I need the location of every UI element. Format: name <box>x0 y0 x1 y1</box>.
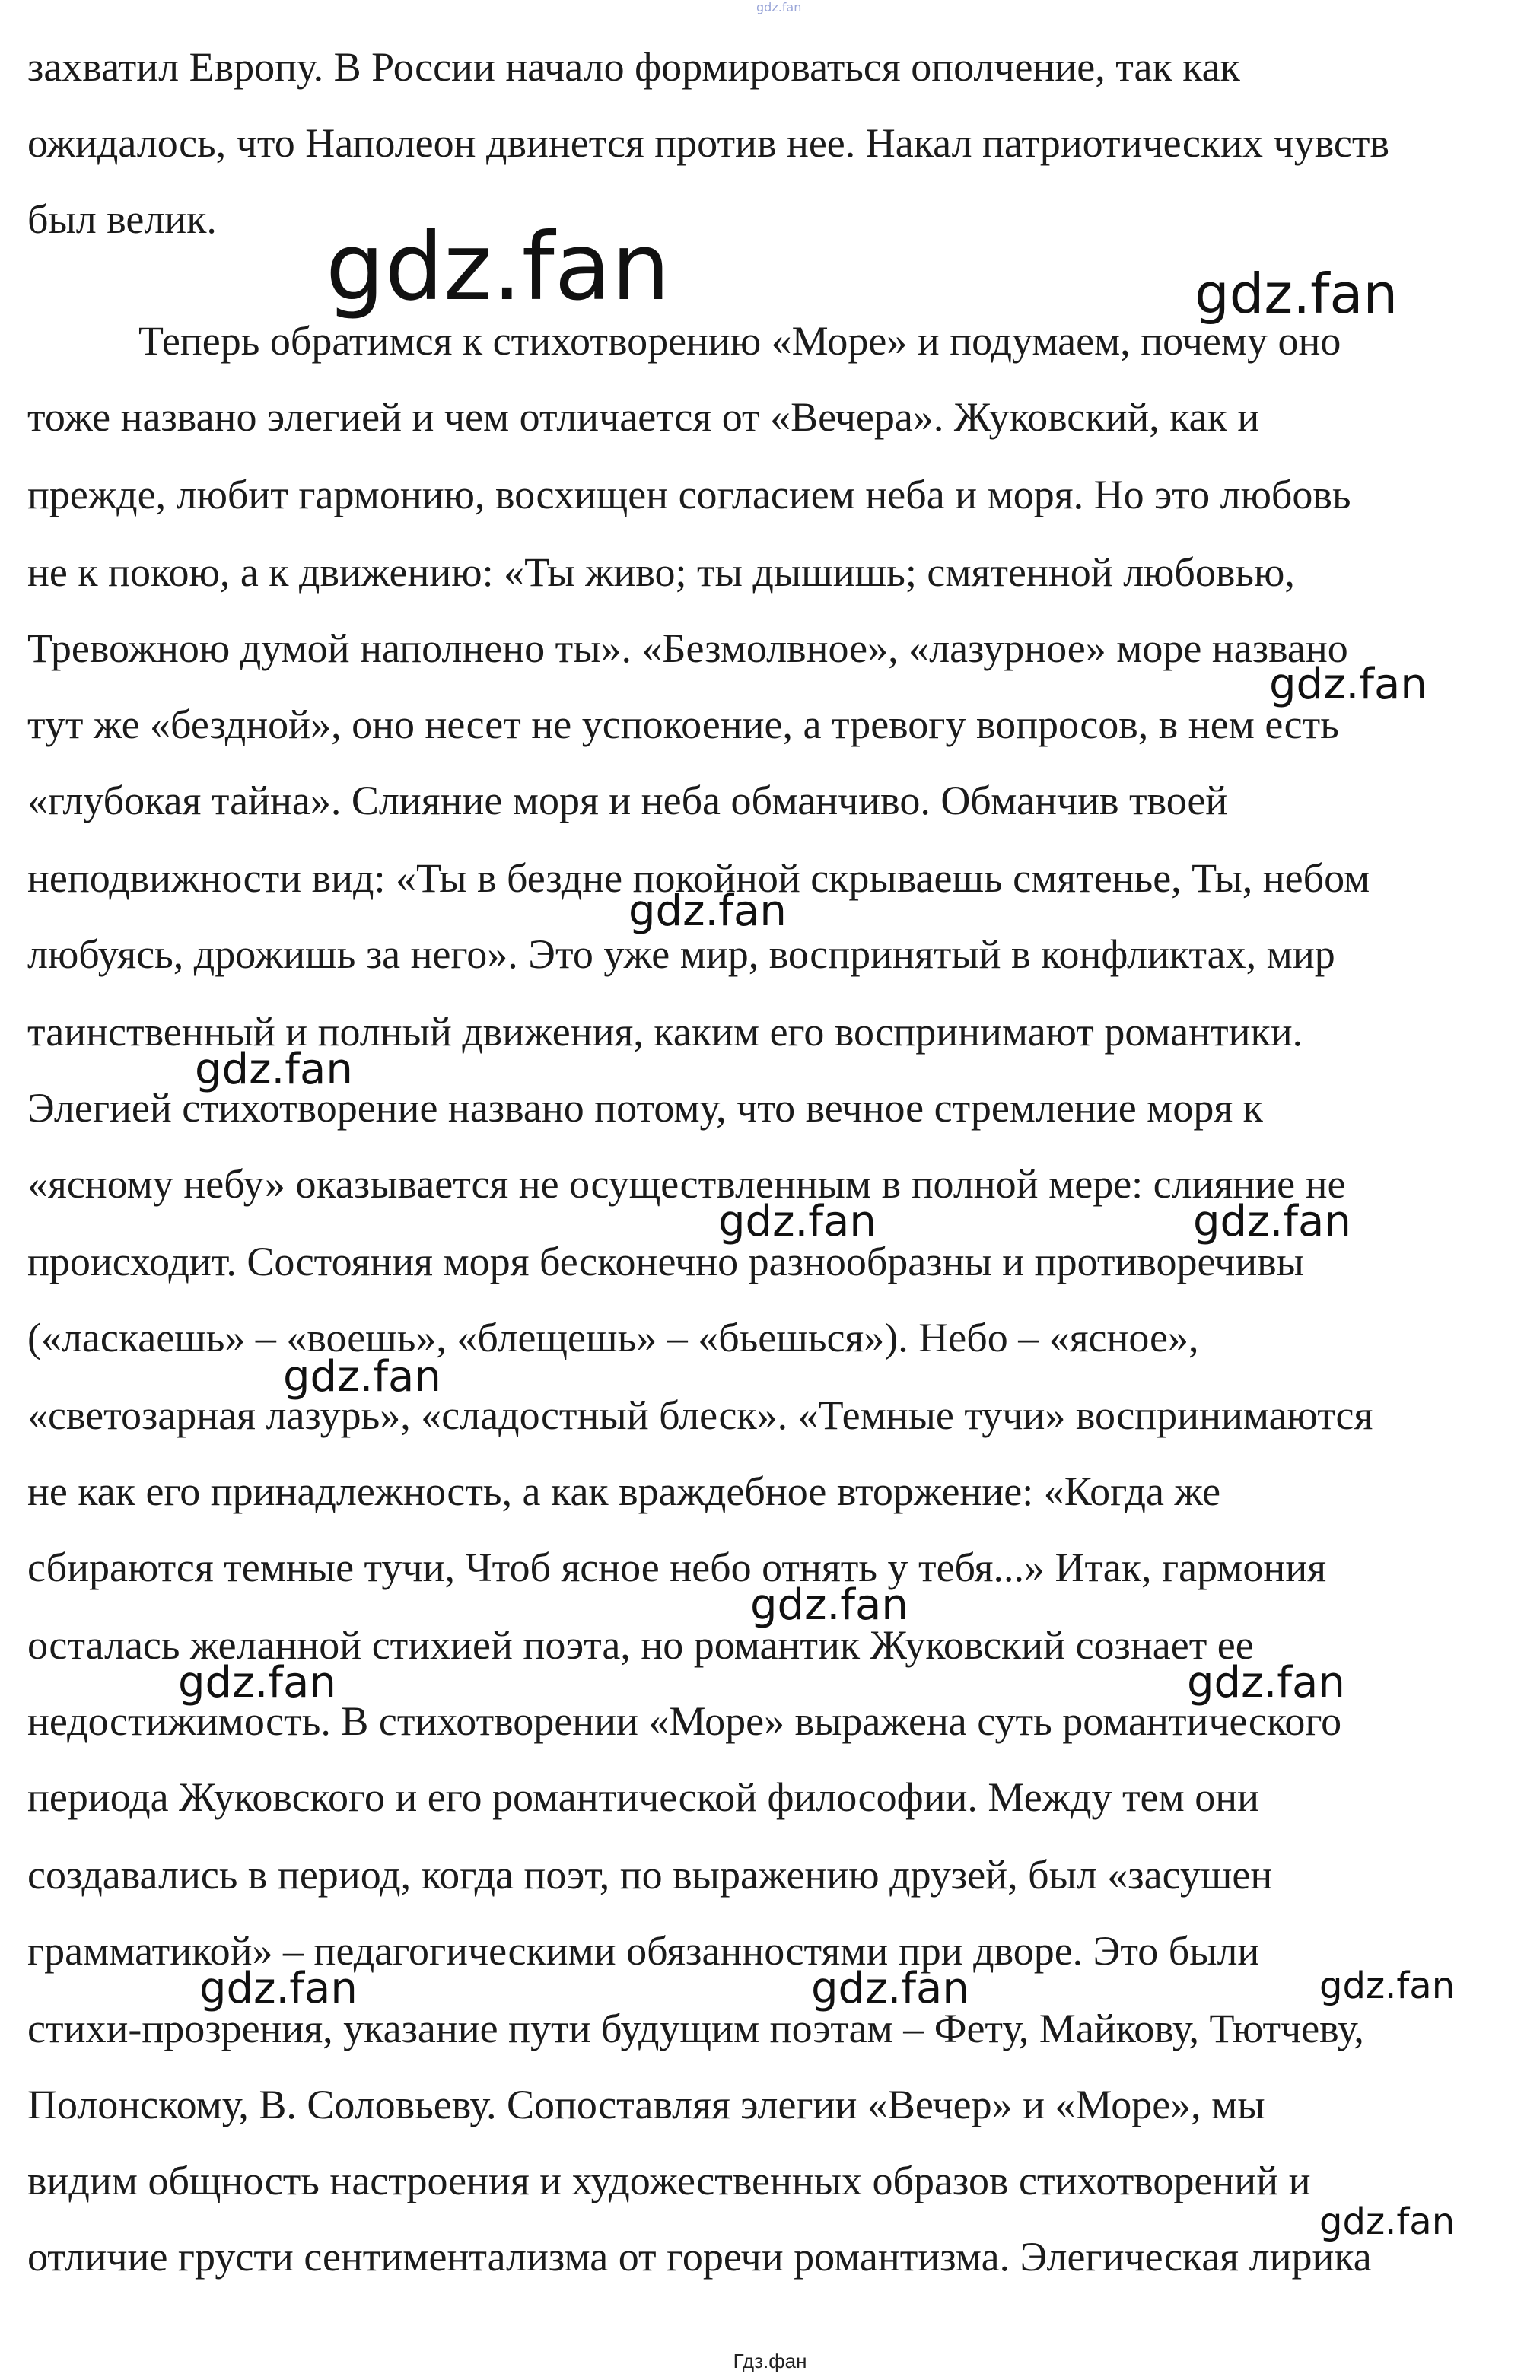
watermark: gdz.fan <box>1193 1197 1351 1246</box>
page-footer: Гдз.фан <box>733 2350 807 2372</box>
header-site-mark: gdz.fan <box>756 0 802 14</box>
text-line: был велик. <box>27 196 217 242</box>
text-line: происходит. Состояния моря бесконечно разнообразны и противоречивы <box>27 1239 1304 1284</box>
text-line: стихи-прозрения, указание пути будущим поэтам – Фету, Майкову, Тютчеву, <box>27 2006 1364 2051</box>
text-line: недостижимость. В стихотворении «Море» выражена суть романтического <box>27 1698 1342 1744</box>
watermark: gdz.fan <box>1195 262 1398 326</box>
watermark: gdz.fan <box>718 1197 877 1246</box>
text-line: видим общность настроения и художественных образов стихотворений и <box>27 2158 1311 2203</box>
watermark: gdz.fan <box>750 1580 908 1630</box>
text-line: не как его принадлежность, а как враждебное вторжение: «Когда же <box>27 1468 1221 1514</box>
text-line: «глубокая тайна». Слияние моря и неба обманчиво. Обманчив твоей <box>27 778 1228 823</box>
text-line: не к покою, а к движению: «Ты живо; ты дышишь; смятенной любовью, <box>27 549 1295 595</box>
text-line: («ласкаешь» – «воешь», «блещешь» – «бьешься»). Небо – «ясное», <box>27 1315 1199 1360</box>
text-line: Теперь обратимся к стихотворению «Море» и подумаем, почему оно <box>138 318 1341 364</box>
text-line: неподвижности вид: «Ты в бездне покойной скрываешь смятенье, Ты, небом <box>27 855 1370 901</box>
text-line: захватил Европу. В России начало формироваться ополчение, так как <box>27 44 1240 90</box>
text-line: таинственный и полный движения, каким его воспринимают романтики. <box>27 1009 1303 1055</box>
text-line: прежде, любит гармонию, восхищен согласием неба и моря. Но это любовь <box>27 472 1351 517</box>
text-line: «светозарная лазурь», «сладостный блеск». «Темные тучи» воспринимаются <box>27 1392 1373 1438</box>
text-line: Элегией стихотворение названо потому, что вечное стремление моря к <box>27 1085 1263 1131</box>
watermark: gdz.fan <box>1319 2200 1456 2243</box>
text-line: Тревожною думой наполнено ты». «Безмолвное», «лазурное» море названо <box>27 625 1348 671</box>
text-line: любуясь, дрожишь за него». Это уже мир, воспринятый в конфликтах, мир <box>27 931 1335 977</box>
watermark: gdz.fan <box>1187 1658 1345 1707</box>
watermark: gdz.fan <box>628 886 787 936</box>
text-line: тут же «бездной», оно несет не успокоение, а тревогу вопросов, в нем есть <box>27 702 1339 747</box>
watermark: gdz.fan <box>811 1964 969 2013</box>
watermark: gdz.fan <box>199 1964 358 2013</box>
watermark: gdz.fan <box>326 213 670 321</box>
watermark: gdz.fan <box>1319 1965 1456 2007</box>
text-line: отличие грусти сентиментализма от горечи романтизма. Элегическая лирика <box>27 2234 1372 2280</box>
text-line: сбираются темные тучи, Чтоб ясное небо отнять у тебя...» Итак, гармония <box>27 1545 1327 1590</box>
text-line: «ясному небу» оказывается не осуществленным в полной мере: слияние не <box>27 1161 1346 1207</box>
text-line: ожидалось, что Наполеон двинется против нее. Накал патриотических чувств <box>27 120 1389 166</box>
text-line: тоже названо элегией и чем отличается от «Вечера». Жуковский, как и <box>27 394 1260 440</box>
watermark: gdz.fan <box>283 1352 441 1402</box>
text-line: Полонскому, В. Соловьеву. Сопоставляя элегии «Вечер» и «Море», мы <box>27 2082 1265 2127</box>
watermark: gdz.fan <box>195 1045 353 1094</box>
watermark: gdz.fan <box>1269 660 1427 709</box>
text-line: осталась желанной стихией поэта, но романтик Жуковский сознает ее <box>27 1622 1254 1668</box>
text-line: создавались в период, когда поэт, по выражению друзей, был «засушен <box>27 1852 1273 1898</box>
text-line: периода Жуковского и его романтической философии. Между тем они <box>27 1774 1259 1820</box>
watermark: gdz.fan <box>178 1658 336 1707</box>
text-line: грамматикой» – педагогическими обязанностями при дворе. Это были <box>27 1928 1260 1974</box>
